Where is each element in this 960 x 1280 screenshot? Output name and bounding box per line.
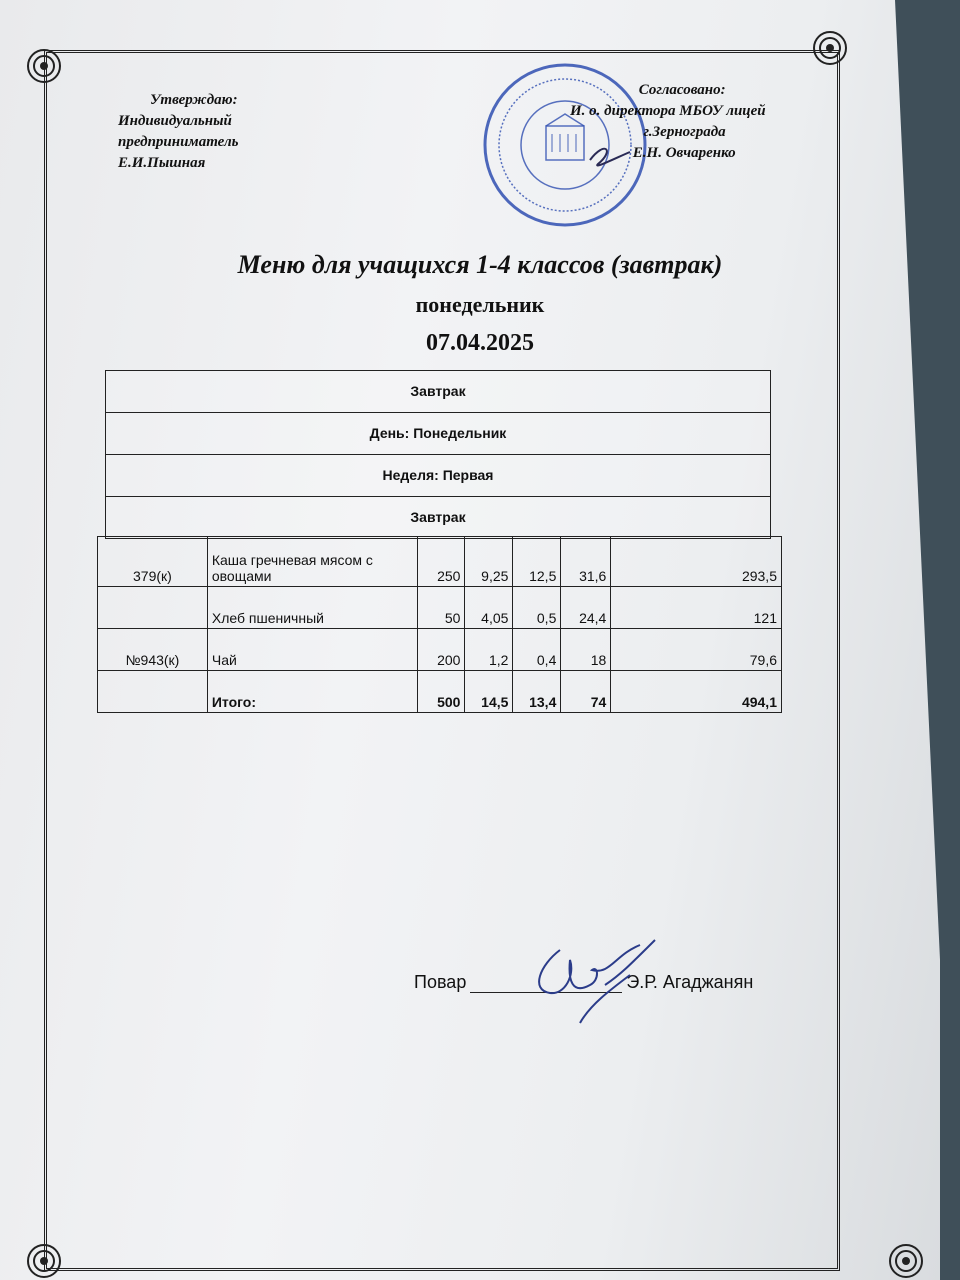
dish-code: 379(к) bbox=[98, 537, 208, 587]
agree-signer: Е.Н. Овчаренко bbox=[632, 145, 736, 161]
total-weight: 500 bbox=[417, 671, 465, 713]
approve-signer: Е.И.Пышная bbox=[118, 155, 206, 171]
dish-carbs: 18 bbox=[561, 629, 611, 671]
approval-block bbox=[118, 90, 239, 174]
total-protein: 14,5 bbox=[465, 671, 513, 713]
table-row bbox=[98, 629, 782, 671]
agree-line: И. о. директора МБОУ лицей bbox=[570, 103, 766, 119]
dish-code bbox=[98, 587, 208, 629]
agree-heading: Согласовано: bbox=[638, 82, 726, 98]
dish-name: Чай bbox=[207, 629, 417, 671]
corner-ornament-icon bbox=[888, 1243, 924, 1279]
dish-kcal: 293,5 bbox=[611, 537, 782, 587]
corner-ornament-icon bbox=[26, 1243, 62, 1279]
menu-table bbox=[97, 536, 782, 713]
handwritten-signature-icon bbox=[520, 935, 670, 1025]
cook-label: Повар bbox=[414, 972, 467, 992]
cook-name: Э.Р. Агаджанян bbox=[626, 972, 754, 992]
agree-line: г.Зернограда bbox=[643, 124, 726, 140]
dish-code: №943(к) bbox=[98, 629, 208, 671]
dish-fat: 0,4 bbox=[513, 629, 561, 671]
total-kcal: 494,1 bbox=[611, 671, 782, 713]
dish-name: Каша гречневая мясом с овощами bbox=[207, 537, 417, 587]
header-row: Завтрак bbox=[106, 371, 770, 413]
corner-ornament-icon bbox=[26, 48, 62, 84]
dish-fat: 12,5 bbox=[513, 537, 561, 587]
corner-ornament-icon bbox=[812, 30, 848, 66]
dish-kcal: 79,6 bbox=[611, 629, 782, 671]
menu-header-block bbox=[105, 370, 771, 539]
dish-name: Хлеб пшеничный bbox=[207, 587, 417, 629]
dish-fat: 0,5 bbox=[513, 587, 561, 629]
dish-kcal: 121 bbox=[611, 587, 782, 629]
approve-line: Индивидуальный bbox=[118, 113, 232, 129]
dish-protein: 4,05 bbox=[465, 587, 513, 629]
menu-title: Меню для учащихся 1-4 классов (завтрак) bbox=[237, 250, 723, 279]
header-row: День: Понедельник bbox=[106, 413, 770, 455]
approve-heading: Утверждаю: bbox=[150, 92, 238, 108]
approve-line: предприниматель bbox=[118, 134, 239, 150]
dish-weight: 200 bbox=[417, 629, 465, 671]
dish-protein: 9,25 bbox=[465, 537, 513, 587]
dish-carbs: 24,4 bbox=[561, 587, 611, 629]
total-row bbox=[98, 671, 782, 713]
total-spacer bbox=[98, 671, 208, 713]
header-row: Неделя: Первая bbox=[106, 455, 770, 497]
dish-weight: 50 bbox=[417, 587, 465, 629]
dish-weight: 250 bbox=[417, 537, 465, 587]
total-carbs: 74 bbox=[561, 671, 611, 713]
weekday: понедельник bbox=[415, 292, 545, 317]
agreement-block bbox=[570, 80, 766, 164]
dish-carbs: 31,6 bbox=[561, 537, 611, 587]
total-label: Итого: bbox=[207, 671, 417, 713]
table-row bbox=[98, 587, 782, 629]
header-row: Завтрак bbox=[106, 497, 770, 539]
table-row bbox=[98, 537, 782, 587]
total-fat: 13,4 bbox=[513, 671, 561, 713]
menu-date: 07.04.2025 bbox=[426, 330, 534, 356]
dish-protein: 1,2 bbox=[465, 629, 513, 671]
